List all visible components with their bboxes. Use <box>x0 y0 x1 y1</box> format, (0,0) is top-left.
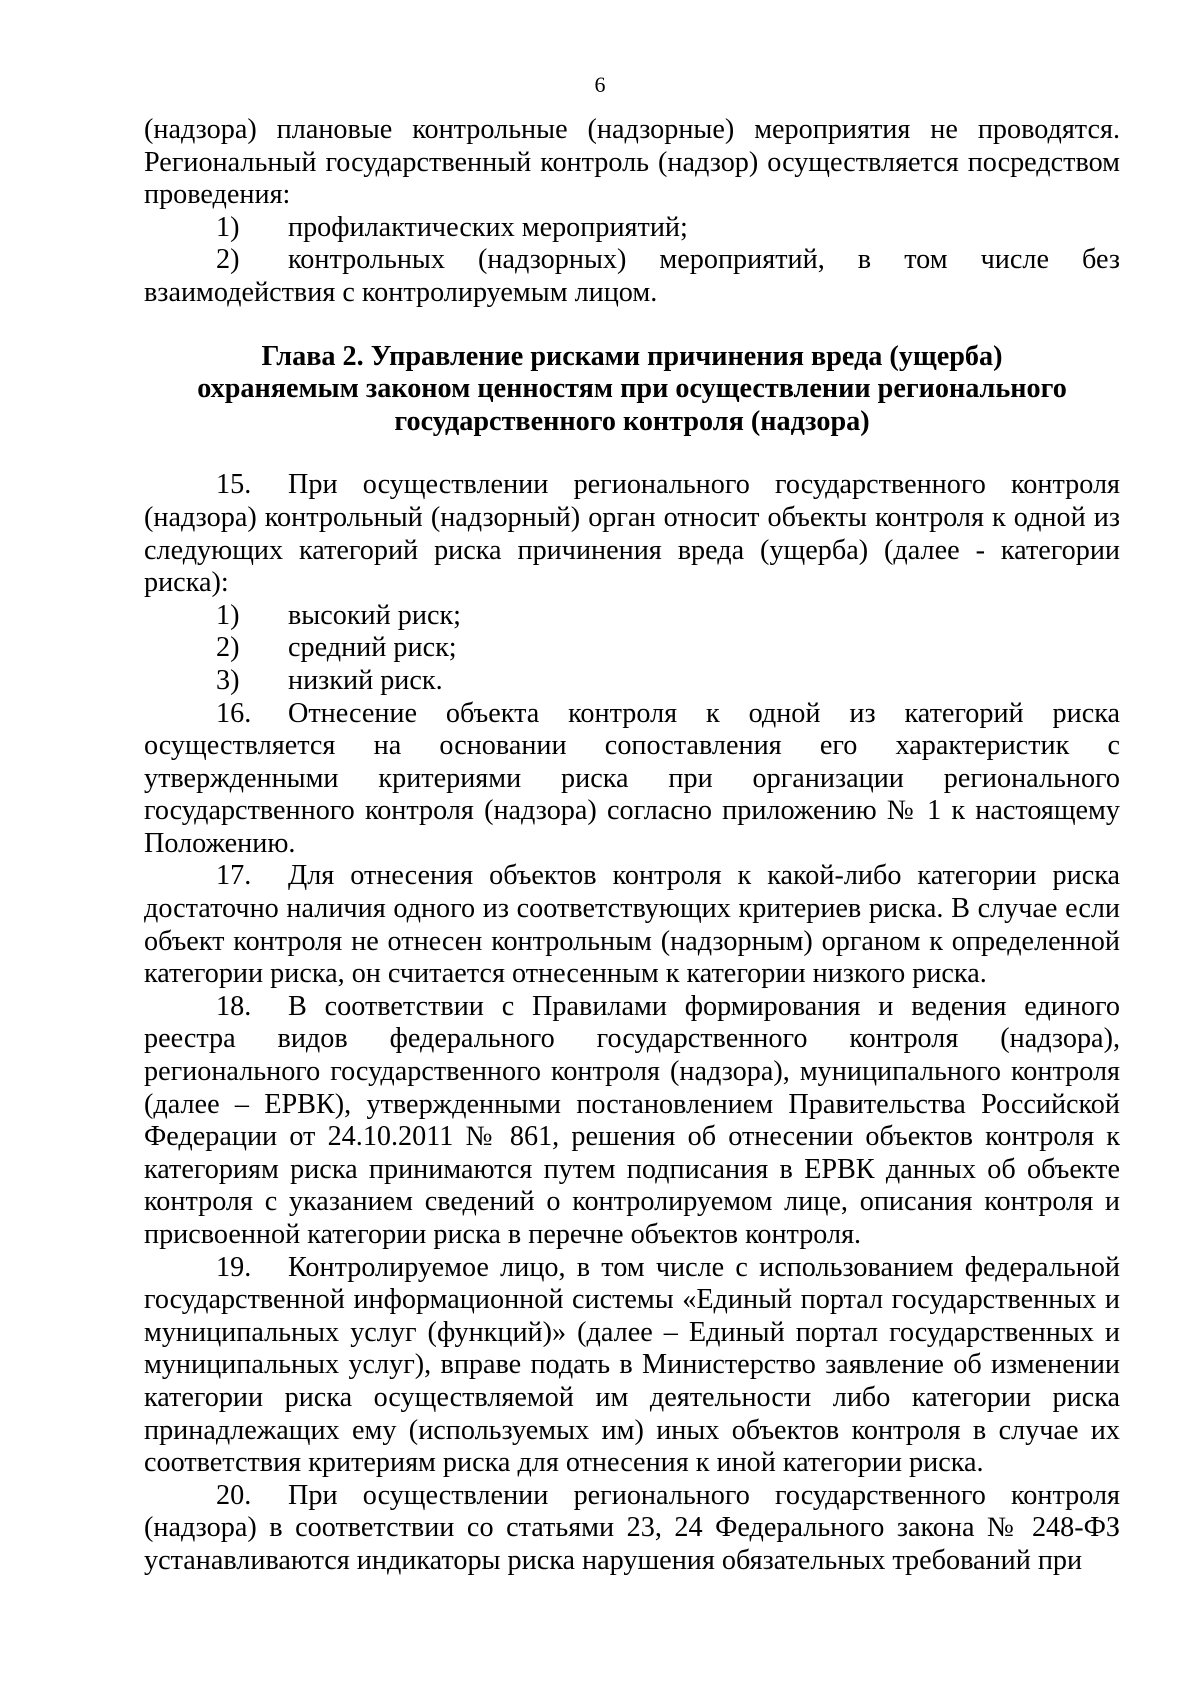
section-text: Контролируемое лицо, в том числе с использованием федеральной государственной информационной системы «Единый портал государственных и муниципальных услуг (функций)» (далее – Единый портал государственных и муниципальных услуг), вправе подать в Министерство заявление об изменении категории риска осуществляемой им деятельности либо категории риска принадлежащих ему (используемых им) иных объектов контроля в случае их соответствия критериям риска для отнесения к иной категории риска. <box>144 1251 1120 1479</box>
list-item-number: 2) <box>216 632 240 664</box>
section-text: При осуществлении регионального государственного контроля (надзора) в соответствии со статьями 23, 24 Федерального закона № 248-ФЗ устанавливаются индикаторы риска нарушения обязательных требований при <box>144 1479 1120 1576</box>
section-15 <box>144 469 1120 599</box>
section-number: 19. <box>216 1251 252 1283</box>
section-18 <box>144 991 1120 1252</box>
section-number: 16. <box>216 697 252 729</box>
list-item <box>144 600 1120 633</box>
list-item <box>144 212 1120 245</box>
list-item-number: 3) <box>216 664 240 696</box>
section-16 <box>144 698 1120 861</box>
section-number: 18. <box>216 990 252 1022</box>
chapter-heading-line: государственного контроля (надзора) <box>394 405 870 437</box>
chapter-heading-line: охраняемым законом ценностям при осуществлении регионального <box>197 373 1067 405</box>
section-number: 17. <box>216 860 252 892</box>
section-text: При осуществлении регионального государственного контроля (надзора) контрольный (надзорный) орган относит объекты контроля к одной из следующих категорий риска причинения вреда (ущерба) (далее - категории риска): <box>144 469 1120 599</box>
intro-paragraph: (надзора) плановые контрольные (надзорные) мероприятия не проводятся. Региональный государственный контроль (надзор) осуществляется посредством проведения: <box>144 114 1120 211</box>
chapter-heading-line: Глава 2. Управление рисками причинения вреда (ущерба) <box>261 340 1003 372</box>
section-text: Для отнесения объектов контроля к какой-либо категории риска достаточно наличия одного из соответствующих критериев риска. В случае если объект контроля не отнесен контрольным (надзорным) органом к определенной категории риска, он считается отнесенным к категории низкого риска. <box>144 860 1120 990</box>
list-item-number: 2) <box>216 244 240 276</box>
list-item-text: низкий риск. <box>288 664 443 696</box>
list-item-text: контрольных (надзорных) мероприятий, в том числе без взаимодействия с контролируемым лицом. <box>144 244 1120 308</box>
list-item <box>144 632 1120 665</box>
list-item-number: 1) <box>216 599 240 631</box>
page-number: 6 <box>594 72 606 97</box>
list-item-text: профилактических мероприятий; <box>288 211 688 243</box>
section-20 <box>144 1480 1120 1578</box>
chapter-heading <box>144 341 1120 439</box>
section-number: 20. <box>216 1479 252 1511</box>
list-item-text: высокий риск; <box>288 599 461 631</box>
section-19 <box>144 1252 1120 1480</box>
list-item <box>144 665 1120 698</box>
list-item-text: средний риск; <box>288 632 457 664</box>
document-body <box>144 114 1120 1578</box>
section-text: Отнесение объекта контроля к одной из категорий риска осуществляется на основании сопоставления его характеристик с утвержденными критериями риска при организации регионального государственного контроля (надзора) согласно приложению № 1 к настоящему Положению. <box>144 697 1120 859</box>
section-text: В соответствии с Правилами формирования и ведения единого реестра видов федерального государственного контроля (надзора), регионального государственного контроля (надзора), муниципального контроля (далее – ЕРВК), утвержденными постановлением Правительства Российской Федерации от 24.10.2011 № 861, решения об отнесении объектов контроля к категориям риска принимаются путем подписания в ЕРВК данных об объекте контроля с указанием сведений о контролируемом лице, описания контроля и присвоенной категории риска в перечне объектов контроля. <box>144 990 1120 1250</box>
list-item-number: 1) <box>216 211 240 243</box>
section-17 <box>144 860 1120 990</box>
section-number: 15. <box>216 469 252 501</box>
list-item <box>144 244 1120 309</box>
